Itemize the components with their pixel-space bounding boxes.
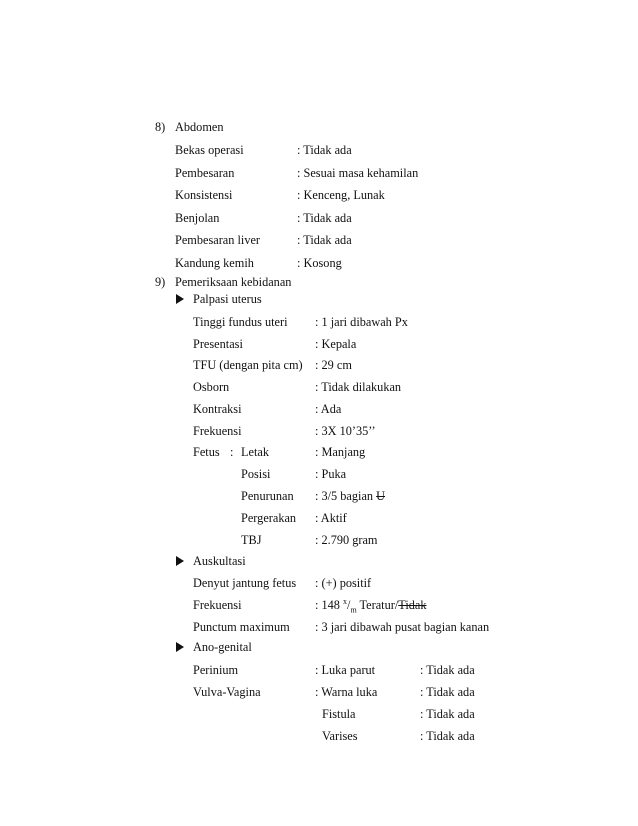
section-8-number: 8) [155, 120, 166, 134]
anogenital-sub-fistula: Fistula [322, 707, 356, 721]
penurunan-value-text: : 3/5 bagian [315, 489, 374, 503]
frekuensi-value-number: : 148 [315, 598, 344, 612]
fetus-value-penurunan [315, 489, 385, 503]
abdomen-label-pembesaran: Pembesaran [175, 166, 235, 180]
anogenital-value-vulva: : Tidak ada [420, 685, 475, 699]
anogenital-label-perinium: Perinium [193, 663, 239, 677]
abdomen-value-benjolan: : Tidak ada [297, 211, 352, 225]
palpasi-value-tfu: : 29 cm [315, 358, 352, 372]
frekuensi-value-teratur: Teratur/ [356, 598, 399, 612]
abdomen-label-bekas-operasi: Bekas operasi [175, 143, 244, 157]
abdomen-label-konsistensi: Konsistensi [175, 188, 233, 202]
anogenital-label-vulva: Vulva-Vagina [193, 685, 261, 699]
anogenital-value-varises: : Tidak ada [420, 729, 475, 743]
fetus-colon: : [230, 445, 234, 459]
auskultasi-label-djj: Denyut jantung fetus [193, 576, 297, 590]
auskultasi-value-punctum: : 3 jari dibawah pusat bagian kanan [315, 620, 490, 634]
palpasi-label-kontraksi: Kontraksi [193, 402, 242, 416]
fetus-value-letak: : Manjang [315, 445, 366, 459]
palpasi-value-presentasi: : Kepala [315, 337, 357, 351]
palpasi-label-frekuensi: Frekuensi [193, 424, 242, 438]
fetus-label-posisi: Posisi [241, 467, 271, 481]
fetus-label: Fetus [193, 445, 220, 459]
palpasi-value-frekuensi: : 3X 10’35’’ [315, 424, 376, 438]
frekuensi-value-struck: Tidak [398, 598, 427, 612]
penurunan-struck-text: U [376, 489, 386, 503]
fetus-label-penurunan: Penurunan [241, 489, 294, 503]
auskultasi-title: Auskultasi [193, 554, 246, 568]
frekuensi-unit-slash: / [347, 598, 351, 612]
fetus-value-posisi: : Puka [315, 467, 347, 481]
frekuensi-unit-sup: x [343, 596, 348, 606]
palpasi-label-presentasi: Presentasi [193, 337, 243, 351]
anogenital-sub-perinium: : Luka parut [315, 663, 376, 677]
fetus-label-tbj: TBJ [241, 533, 262, 547]
abdomen-value-pembesaran: : Sesuai masa kehamilan [297, 166, 419, 180]
bullet-arrow-icon [176, 294, 184, 304]
auskultasi-value-djj: : (+) positif [315, 576, 372, 590]
abdomen-value-pembesaran-liver: : Tidak ada [297, 233, 352, 247]
fetus-label-pergerakan: Pergerakan [241, 511, 297, 525]
anogenital-sub-varises: Varises [322, 729, 358, 743]
anogenital-value-fistula: : Tidak ada [420, 707, 475, 721]
palpasi-title: Palpasi uterus [193, 292, 262, 306]
abdomen-label-pembesaran-liver: Pembesaran liver [175, 233, 261, 247]
palpasi-value-tinggi-fundus: : 1 jari dibawah Px [315, 315, 408, 329]
palpasi-value-kontraksi: : Ada [315, 402, 342, 416]
abdomen-label-kandung-kemih: Kandung kemih [175, 256, 254, 270]
auskultasi-label-frekuensi: Frekuensi [193, 598, 242, 612]
palpasi-label-tinggi-fundus: Tinggi fundus uteri [193, 315, 288, 329]
auskultasi-value-frekuensi [315, 596, 427, 615]
abdomen-value-kandung-kemih: : Kosong [297, 256, 342, 270]
anogenital-title: Ano-genital [193, 640, 252, 654]
palpasi-value-osborn: : Tidak dilakukan [315, 380, 402, 394]
abdomen-value-konsistensi: : Kenceng, Lunak [297, 188, 385, 202]
anogenital-value-perinium: : Tidak ada [420, 663, 475, 677]
abdomen-value-bekas-operasi: : Tidak ada [297, 143, 352, 157]
abdomen-label-benjolan: Benjolan [175, 211, 220, 225]
palpasi-label-osborn: Osborn [193, 380, 230, 394]
fetus-label-letak: Letak [241, 445, 269, 459]
section-9-number: 9) [155, 275, 166, 289]
section-9-title: Pemeriksaan kebidanan [175, 275, 292, 289]
bullet-arrow-icon [176, 642, 184, 652]
bullet-arrow-icon [176, 556, 184, 566]
anogenital-sub-vulva: : Warna luka [315, 685, 378, 699]
auskultasi-label-punctum: Punctum maximum [193, 620, 290, 634]
section-8-title: Abdomen [175, 120, 224, 134]
palpasi-label-tfu: TFU (dengan pita cm) [193, 358, 303, 372]
fetus-value-pergerakan: : Aktif [315, 511, 347, 525]
frekuensi-unit-sub: m [350, 605, 357, 615]
fetus-value-tbj: : 2.790 gram [315, 533, 378, 547]
